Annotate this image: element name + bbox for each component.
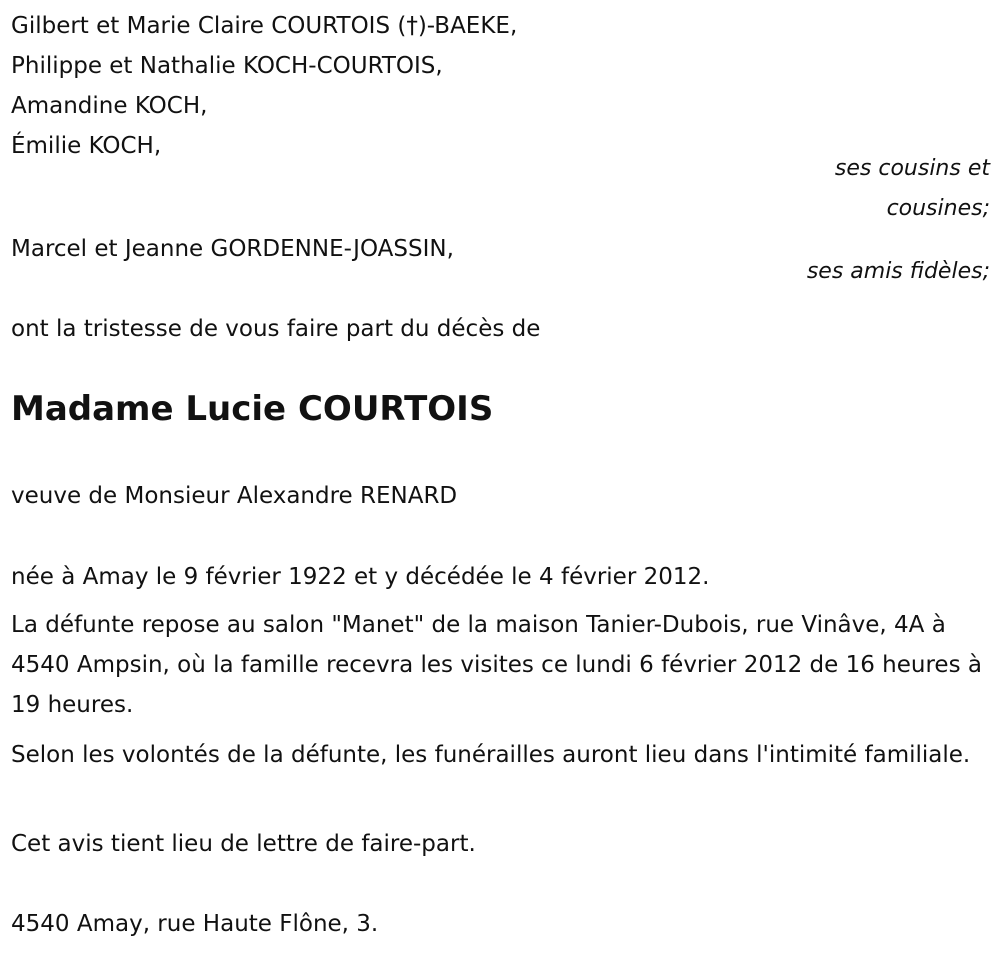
family-line-1: Gilbert et Marie Claire COURTOIS (†)-BAEKE, <box>11 13 518 39</box>
family-line-2: Philippe et Nathalie KOCH-COURTOIS, <box>11 53 443 79</box>
family-line-5: Marcel et Jeanne GORDENNE-JOASSIN, <box>11 236 454 262</box>
deceased-name: Madame Lucie COURTOIS <box>11 389 494 429</box>
announcement-text: ont la tristesse de vous faire part du décès de <box>11 316 541 342</box>
funeral-paragraph: Selon les volontés de la défunte, les funérailles auront lieu dans l'intimité familiale. <box>11 742 971 768</box>
relation-cousins-line-2: cousines; <box>886 196 990 221</box>
birth-death-text: née à Amay le 9 février 1922 et y décédée le 4 février 2012. <box>11 564 710 590</box>
address-text: 4540 Amay, rue Haute Flône, 3. <box>11 911 379 937</box>
viewing-paragraph: La défunte repose au salon "Manet" de la maison Tanier-Dubois, rue Vinâve, 4A à 4540 Ampsin, où la famille recevra les visites ce lundi 6 février 2012 de 16 heures à 19 heures. <box>11 612 982 718</box>
relation-friends: ses amis fidèles; <box>806 259 990 284</box>
family-line-3: Amandine KOCH, <box>11 93 208 119</box>
relation-cousins-line-1: ses cousins et <box>834 156 990 181</box>
notice-text: Cet avis tient lieu de lettre de faire-part. <box>11 831 476 857</box>
widow-of-text: veuve de Monsieur Alexandre RENARD <box>11 483 458 509</box>
family-line-4: Émilie KOCH, <box>11 133 162 159</box>
